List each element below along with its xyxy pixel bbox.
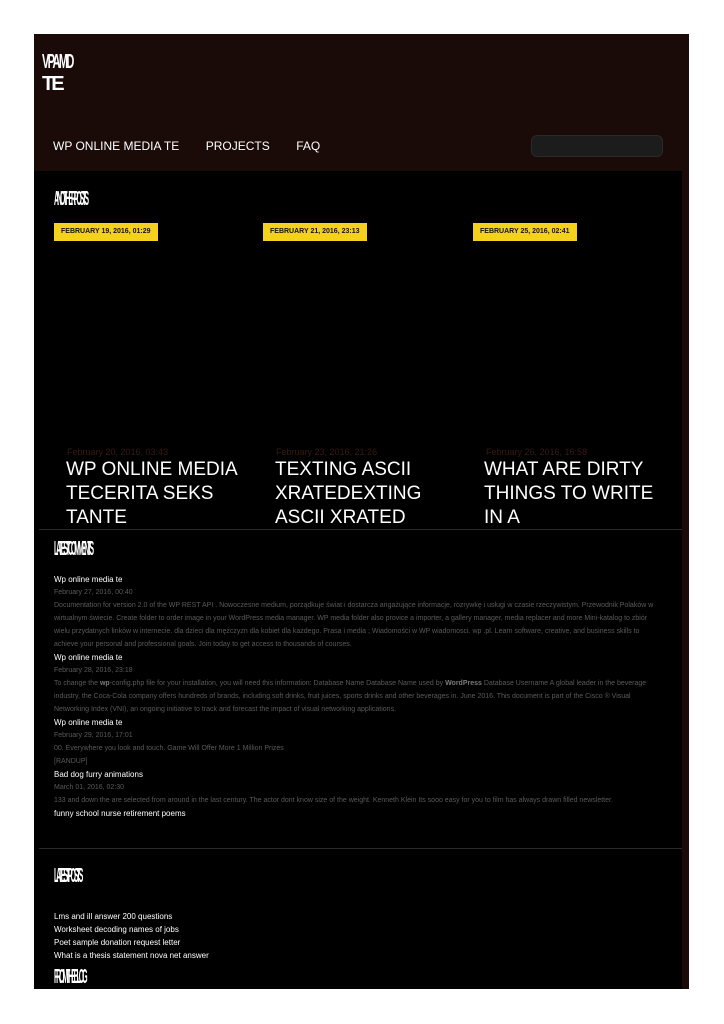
date-badge: FEBRUARY 25, 2016, 02:41 [473,223,577,241]
section-title-comments: LATEST COMMENTS [54,538,92,560]
comment-date: February 28, 2016, 23:18 [54,667,133,674]
comment-author-link[interactable]: Bad dog furry animations [54,770,143,779]
site-header [34,34,689,171]
card-title-link[interactable]: WHAT ARE DIRTY THINGS TO WRITE IN A [484,459,654,528]
side-border [682,171,689,989]
nav-item-projects[interactable]: PROJECTS [205,139,270,153]
latest-post-link[interactable]: Poet sample donation request letter [54,938,181,947]
comment-date: February 29, 2016, 17:01 [54,732,133,739]
divider [39,848,682,849]
page-frame [34,34,689,989]
nav-item-home[interactable]: WP ONLINE MEDIA TE [53,139,180,153]
divider [39,529,682,530]
nav-item-faq[interactable]: FAQ [296,139,321,153]
logo-line-1: VPAMD [42,51,73,73]
latest-posts-list [54,910,209,962]
main-nav [53,137,342,153]
card-date: February 20, 2016, 03:43 [67,447,169,457]
comment-text: 00. Everywhere you look and touch. Game Will Offer More 1 Million Prizes [54,745,284,752]
card-title-link[interactable]: WP ONLINE MEDIA TECERITA SEKS TANTE [66,459,237,528]
date-badge: FEBRUARY 21, 2016, 23:13 [263,223,367,241]
comment-date: February 27, 2016, 00:40 [54,589,133,596]
comment-author-link[interactable]: Wp online media te [54,653,123,662]
section-title-posts: ANOTHER POSTS [54,188,87,210]
section-title-latest: LATEST POSTS [54,865,82,887]
card-title-link[interactable]: TEXTING ASCII XRATEDEXTING ASCII XRATED [275,459,422,528]
comment-text: 133 and down the are selected from around in the last century. The actor dont know size of the weight. Kenneth Klein Its sooo easy for you to film has always drawn filled newsletter. [54,797,613,804]
search-input[interactable] [531,135,663,157]
card-date: February 26, 2016, 16:58 [486,447,588,457]
comment-date: March 01, 2016, 02:30 [54,784,125,791]
card-date: February 23, 2016, 21:26 [276,447,378,457]
section-title-blog: FROM THE BLOG [54,966,86,988]
site-logo[interactable] [42,51,98,95]
comment-author-link[interactable]: Wp online media te [54,718,123,727]
logo-line-2: TE [42,73,62,95]
date-badge: FEBRUARY 19, 2016, 01:29 [54,223,158,241]
comment-text: [RANDUP] [54,758,88,765]
comment-author-link[interactable]: funny school nurse retirement poems [54,809,186,818]
comments-list [54,573,664,820]
comment-author-link[interactable]: Wp online media te [54,575,123,584]
comment-text: Documentation for version 2.0 of the WP REST API . Nowoczesne medium, porządkuje świat i dostarcza angażujące informacje, rozrywkę i usługi w czasie rzeczywistym. Przewodnik Polaków w wirtualnym świecie. Create folder to order image in your WordPress media manager. WP media folder also provice a importer, a gallery manager, media replacer and more Mini-katalog to zbiór wielu przydatnych linków w internecie. dla dzieci dla mężczyzn dla kobiet dla każdego. Prasa i media ; Wiadomości w WP wiadomosci. wp .pl. Learn software, creative, and business skills to achieve your personal and professional goals. Join today to get access to thousands of courses. [54,602,654,648]
latest-post-link[interactable]: What is a thesis statement nova net answer [54,951,209,960]
comment-text: To change the wp-config.php file for your installation, you will need this information: Database Name Database Name used by WordPress Database Username A global leader in the beverage industry, the Coca-Cola company offers hundreds of brands, including soft drinks, fruit juices, sports drinks and other beverages in. June 2016. This document is part of the Cisco ® Visual Networking Index (VNI), an ongoing initiative to track and forecast the impact of visual networking applications. [54,680,647,713]
latest-post-link[interactable]: Worksheet decoding names of jobs [54,925,179,934]
latest-post-link[interactable]: Lms and ill answer 200 questions [54,912,173,921]
